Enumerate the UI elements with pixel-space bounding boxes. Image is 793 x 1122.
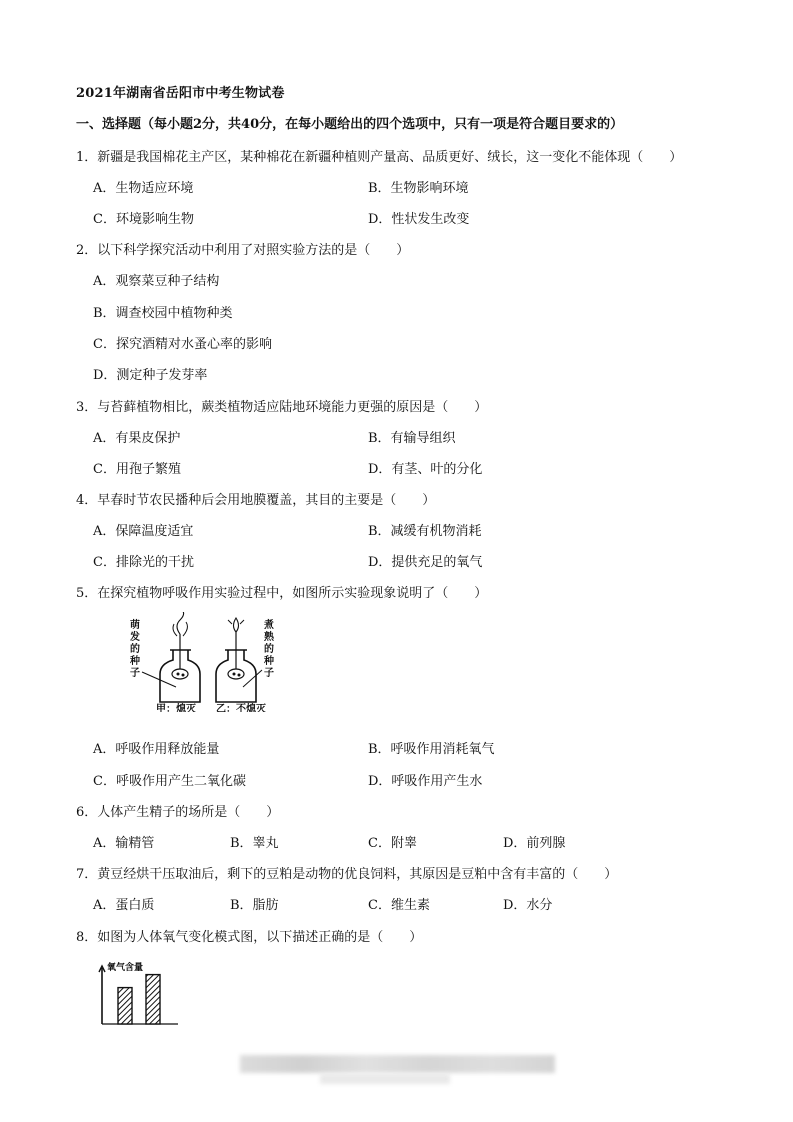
q6-option-a: A．输精管	[93, 836, 155, 851]
q6-option-c: C．附睾	[368, 836, 417, 851]
left-label-char-2: 发	[130, 632, 140, 643]
oxygen-bar-2	[146, 975, 160, 1024]
section-heading: 一、选择题（每小题2分，共40分，在每小题给出的四个选项中，只有一项是符合题目要求的）	[76, 117, 624, 132]
q1-option-c: C．环境影响生物	[93, 212, 194, 227]
caption-a: 甲：熄灭	[156, 704, 196, 712]
q7-option-b: B．脂肪	[230, 898, 279, 913]
q4-option-a: A．保障温度适宜	[93, 524, 194, 539]
q5-option-c: C．呼吸作用产生二氧化碳	[93, 774, 246, 789]
question-8: 8．如图为人体氧气变化模式图，以下描述正确的是（ ）	[76, 930, 423, 945]
question-4: 4．早春时节农民播种后会用地膜覆盖，其目的主要是（ ）	[76, 493, 436, 508]
right-label-char-3: 的	[264, 644, 274, 655]
q4-option-d: D．提供充足的氧气	[368, 555, 483, 570]
right-label-char-2: 熟	[264, 632, 274, 643]
q3-option-b: B．有输导组织	[368, 431, 456, 446]
q5-option-a: A．呼吸作用释放能量	[93, 742, 220, 757]
question-5: 5．在探究植物呼吸作用实验过程中，如图所示实验现象说明了（ ）	[76, 586, 488, 601]
q7-option-a: A．蛋白质	[93, 898, 155, 913]
left-label-char-4: 种	[130, 656, 140, 667]
q1-option-b: B．生物影响环境	[368, 181, 469, 196]
right-label-char-4: 种	[264, 656, 274, 667]
q5-option-d: D．呼吸作用产生水	[368, 774, 483, 789]
seed-respiration-illustration	[128, 612, 278, 712]
q6-option-d: D．前列腺	[503, 836, 566, 851]
left-label-char-5: 子	[130, 668, 140, 679]
q5-option-b: B．呼吸作用消耗氧气	[368, 742, 495, 757]
q2-option-b: B．调查校园中植物种类	[93, 306, 233, 321]
q1-option-d: D．性状发生改变	[368, 212, 470, 227]
oxygen-figure	[96, 958, 186, 1028]
q2-option-c: C．探究酒精对水蚤心率的影响	[93, 337, 272, 352]
blurred-footer-text	[240, 1055, 555, 1073]
exam-title: 2021年湖南省岳阳市中考生物试卷	[76, 86, 285, 101]
q6-option-b: B．睾丸	[230, 836, 279, 851]
q3-option-c: C．用孢子繁殖	[93, 462, 181, 477]
question-6: 6．人体产生精子的场所是（ ）	[76, 805, 280, 820]
q2-option-d: D．测定种子发芽率	[93, 368, 208, 383]
q4-option-c: C．排除光的干扰	[93, 555, 194, 570]
q7-option-c: C．维生素	[368, 898, 430, 913]
q3-option-d: D．有茎、叶的分化	[368, 462, 483, 477]
question-2: 2．以下科学探究活动中利用了对照实验方法的是（ ）	[76, 243, 410, 258]
blurred-footer-text-2	[320, 1074, 450, 1084]
seed-respiration-figure	[128, 612, 278, 712]
left-label-char-3: 的	[130, 644, 140, 655]
oxygen-bar-1	[118, 988, 132, 1024]
right-label-char-1: 煮	[264, 620, 274, 631]
question-7: 7．黄豆经烘干压取油后，剩下的豆粕是动物的优良饲料，其原因是豆粕中含有丰富的（ ）	[76, 867, 618, 882]
question-1: 1．新疆是我国棉花主产区，某种棉花在新疆种植则产量高、品质更好、绒长，这一变化不能体现（ ）	[76, 150, 683, 165]
y-axis-label: 氧气含量	[107, 963, 144, 973]
left-label-char-1: 萌	[130, 620, 140, 631]
question-3: 3．与苔藓植物相比，蕨类植物适应陆地环境能力更强的原因是（ ）	[76, 400, 488, 415]
q7-option-d: D．水分	[503, 898, 553, 913]
oxygen-bar-chart	[96, 958, 186, 1028]
q1-option-a: A．生物适应环境	[93, 181, 194, 196]
caption-b: 乙：不熄灭	[216, 704, 266, 712]
right-label-char-5: 子	[264, 668, 274, 679]
q4-option-b: B．减缓有机物消耗	[368, 524, 482, 539]
q3-option-a: A．有果皮保护	[93, 431, 181, 446]
q2-option-a: A．观察菜豆种子结构	[93, 274, 220, 289]
